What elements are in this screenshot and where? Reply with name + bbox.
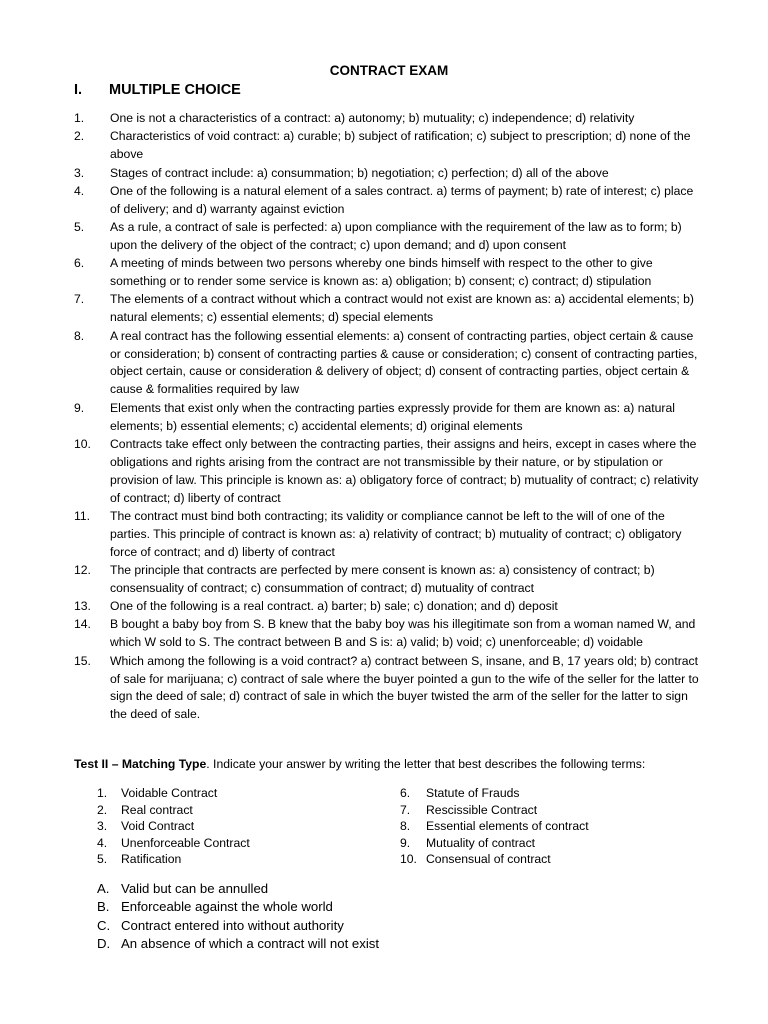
question-number: 15.: [74, 653, 91, 668]
question-item: [74, 128, 706, 164]
choice-text: Contract entered into without authority: [121, 917, 344, 933]
question-item: [74, 183, 706, 219]
choice-text: Valid but can be annulled: [121, 881, 269, 896]
question-item: [74, 562, 706, 598]
matching-term: [400, 851, 680, 868]
matching-choices: [97, 880, 517, 953]
question-number: 11.: [74, 508, 91, 523]
matching-term: [400, 785, 680, 802]
term-number: 5.: [97, 852, 108, 866]
choice-letter: B.: [97, 899, 110, 915]
question-number: 10.: [74, 436, 91, 451]
question-item: [74, 616, 706, 652]
section-label: MULTIPLE CHOICE: [109, 82, 241, 98]
term-number: 8.: [400, 819, 411, 833]
matching-terms-right: [400, 785, 680, 868]
question-number: 9.: [74, 400, 85, 415]
term-text: Essential elements of contract: [426, 819, 589, 833]
question-item: [74, 328, 706, 400]
question-text: Elements that exist only when the contracting parties expressly provide for them are known as: a) natural elements; b) essential elements; c) accidental elements; d) original elements: [110, 400, 675, 433]
question-text: A meeting of minds between two persons whereby one binds himself with respect to the other to give something or to render some service is known as: a) obligation; b) consent; c) contract; d) stipulation: [110, 256, 653, 289]
matching-term: [97, 818, 357, 835]
section-number: I.: [74, 82, 83, 98]
choice-letter: A.: [97, 881, 110, 896]
term-number: 10.: [400, 852, 417, 866]
matching-term: [97, 785, 357, 802]
question-number: 14.: [74, 617, 91, 632]
matching-term: [400, 835, 680, 852]
question-text: A real contract has the following essential elements: a) consent of contracting parties, object certain & cause or consideration; b) consent of contracting parties & cause or consideration; c) consent of contracting parties, object certain, cause or consideration & delivery of object; d) consent of contracting parties, object certain & cause & formalities required by law: [110, 328, 698, 397]
test2-instruction: . Indicate your answer by writing the letter that best describes the following terms:: [206, 757, 646, 771]
question-text: Contracts take effect only between the contracting parties, their assigns and heirs, except in cases where the obligations and rights arising from the contract are not transmissible by their nature, or by stipulation or provision of law. This principle is known as: a) obligatory force of contract; b) mutuality of contract; c) relativity of contract; d) liberty of contract: [110, 436, 699, 505]
term-number: 4.: [97, 835, 108, 850]
matching-term: [97, 835, 357, 852]
question-item: [74, 400, 706, 436]
question-text: Characteristics of void contract: a) curable; b) subject of ratification; c) subject to prescription; d) none of the above: [110, 129, 691, 162]
question-item: [74, 165, 706, 183]
term-text: Real contract: [121, 802, 193, 817]
question-number: 12.: [74, 562, 91, 577]
term-text: Consensual of contract: [426, 852, 551, 866]
question-item: [74, 255, 706, 291]
choice-item: [97, 917, 517, 935]
matching-term: [97, 851, 357, 868]
question-item: [74, 653, 706, 725]
question-number: 2.: [74, 129, 85, 144]
matching-terms-left: [97, 785, 357, 868]
question-item: [74, 436, 706, 508]
question-item: [74, 508, 706, 562]
question-text: As a rule, a contract of sale is perfected: a) upon compliance with the requirement of the law as to form; b) upon the delivery of the object of the contract; c) upon demand; and d) upon consent: [110, 220, 682, 252]
choice-text: Enforceable against the whole world: [121, 899, 333, 915]
question-text: The contract must bind both contracting; its validity or compliance cannot be left to the will of one of the parties. This principle of contract is known as: a) relativity of contract; b) mutuality of contract; c) obligatory force of contract; and d) liberty of contract: [110, 508, 682, 559]
term-number: 1.: [97, 786, 108, 800]
question-text: Stages of contract include: a) consummation; b) negotiation; c) perfection; d) all of the above: [110, 165, 609, 180]
term-text: Statute of Frauds: [426, 786, 520, 800]
question-text: The principle that contracts are perfected by mere consent is known as: a) consistency of contract; b) consensuality of contract; c) consummation of contract; d) mutuality of contract: [110, 562, 655, 595]
question-number: 5.: [74, 220, 85, 234]
term-number: 2.: [97, 802, 108, 817]
matching-term: [400, 802, 680, 819]
choice-text: An absence of which a contract will not exist: [121, 935, 380, 951]
question-item: [74, 291, 706, 327]
question-number: 13.: [74, 599, 91, 614]
term-text: Void Contract: [121, 819, 195, 833]
term-number: 7.: [400, 802, 411, 817]
question-text: One of the following is a natural element of a sales contract. a) terms of payment; b) rate of interest; c) place of delivery; and d) warranty against eviction: [110, 183, 694, 216]
question-number: 4.: [74, 183, 85, 198]
term-text: Mutuality of contract: [426, 835, 536, 850]
question-number: 6.: [74, 256, 85, 271]
choice-letter: C.: [97, 917, 111, 933]
choice-item: [97, 898, 517, 916]
question-item: [74, 219, 706, 255]
term-text: Rescissible Contract: [426, 802, 538, 817]
term-number: 6.: [400, 786, 411, 800]
term-number: 9.: [400, 835, 411, 850]
question-item: [74, 598, 706, 616]
term-text: Ratification: [121, 852, 182, 866]
matching-term: [97, 802, 357, 819]
choice-item: [97, 880, 517, 898]
question-item: [74, 110, 706, 128]
term-number: 3.: [97, 819, 108, 833]
test2-heading: Test II – Matching Type: [74, 757, 207, 771]
question-number: 3.: [74, 165, 85, 180]
test2-instructions: [74, 757, 714, 771]
term-text: Voidable Contract: [121, 786, 218, 800]
choice-letter: D.: [97, 935, 111, 951]
question-text: Which among the following is a void contract? a) contract between S, insane, and B, 17 years old; b) contract of sale for marijuana; c) contract of sale where the buyer pointed a gun to the wife of the seller for the latter to sign the deed of sale; d) contract of sale in which the buyer twisted the arm of the seller for the latter to sign the deed of sale.: [110, 653, 699, 722]
section-heading: [74, 82, 241, 98]
question-text: B bought a baby boy from S. B knew that the baby boy was his illegitimate son from a woman named W, and which W sold to S. The contract between B and S is: a) valid; b) void; c) unenforceable; d) voidable: [110, 617, 696, 650]
matching-term: [400, 818, 680, 835]
question-number: 1.: [74, 111, 85, 125]
question-text: One is not a characteristics of a contract: a) autonomy; b) mutuality; c) independence; d) relativity: [110, 111, 635, 125]
question-text: One of the following is a real contract. a) barter; b) sale; c) donation; and d) deposit: [110, 599, 558, 614]
question-text: The elements of a contract without which a contract would not exist are known as: a) accidental elements; b) natural elements; c) essential elements; d) special elements: [110, 292, 694, 325]
choice-item: [97, 935, 517, 953]
question-number: 7.: [74, 292, 85, 307]
term-text: Unenforceable Contract: [121, 835, 250, 850]
multiple-choice-list: [74, 110, 706, 725]
page-title: CONTRACT EXAM: [329, 63, 449, 78]
question-number: 8.: [74, 328, 85, 343]
